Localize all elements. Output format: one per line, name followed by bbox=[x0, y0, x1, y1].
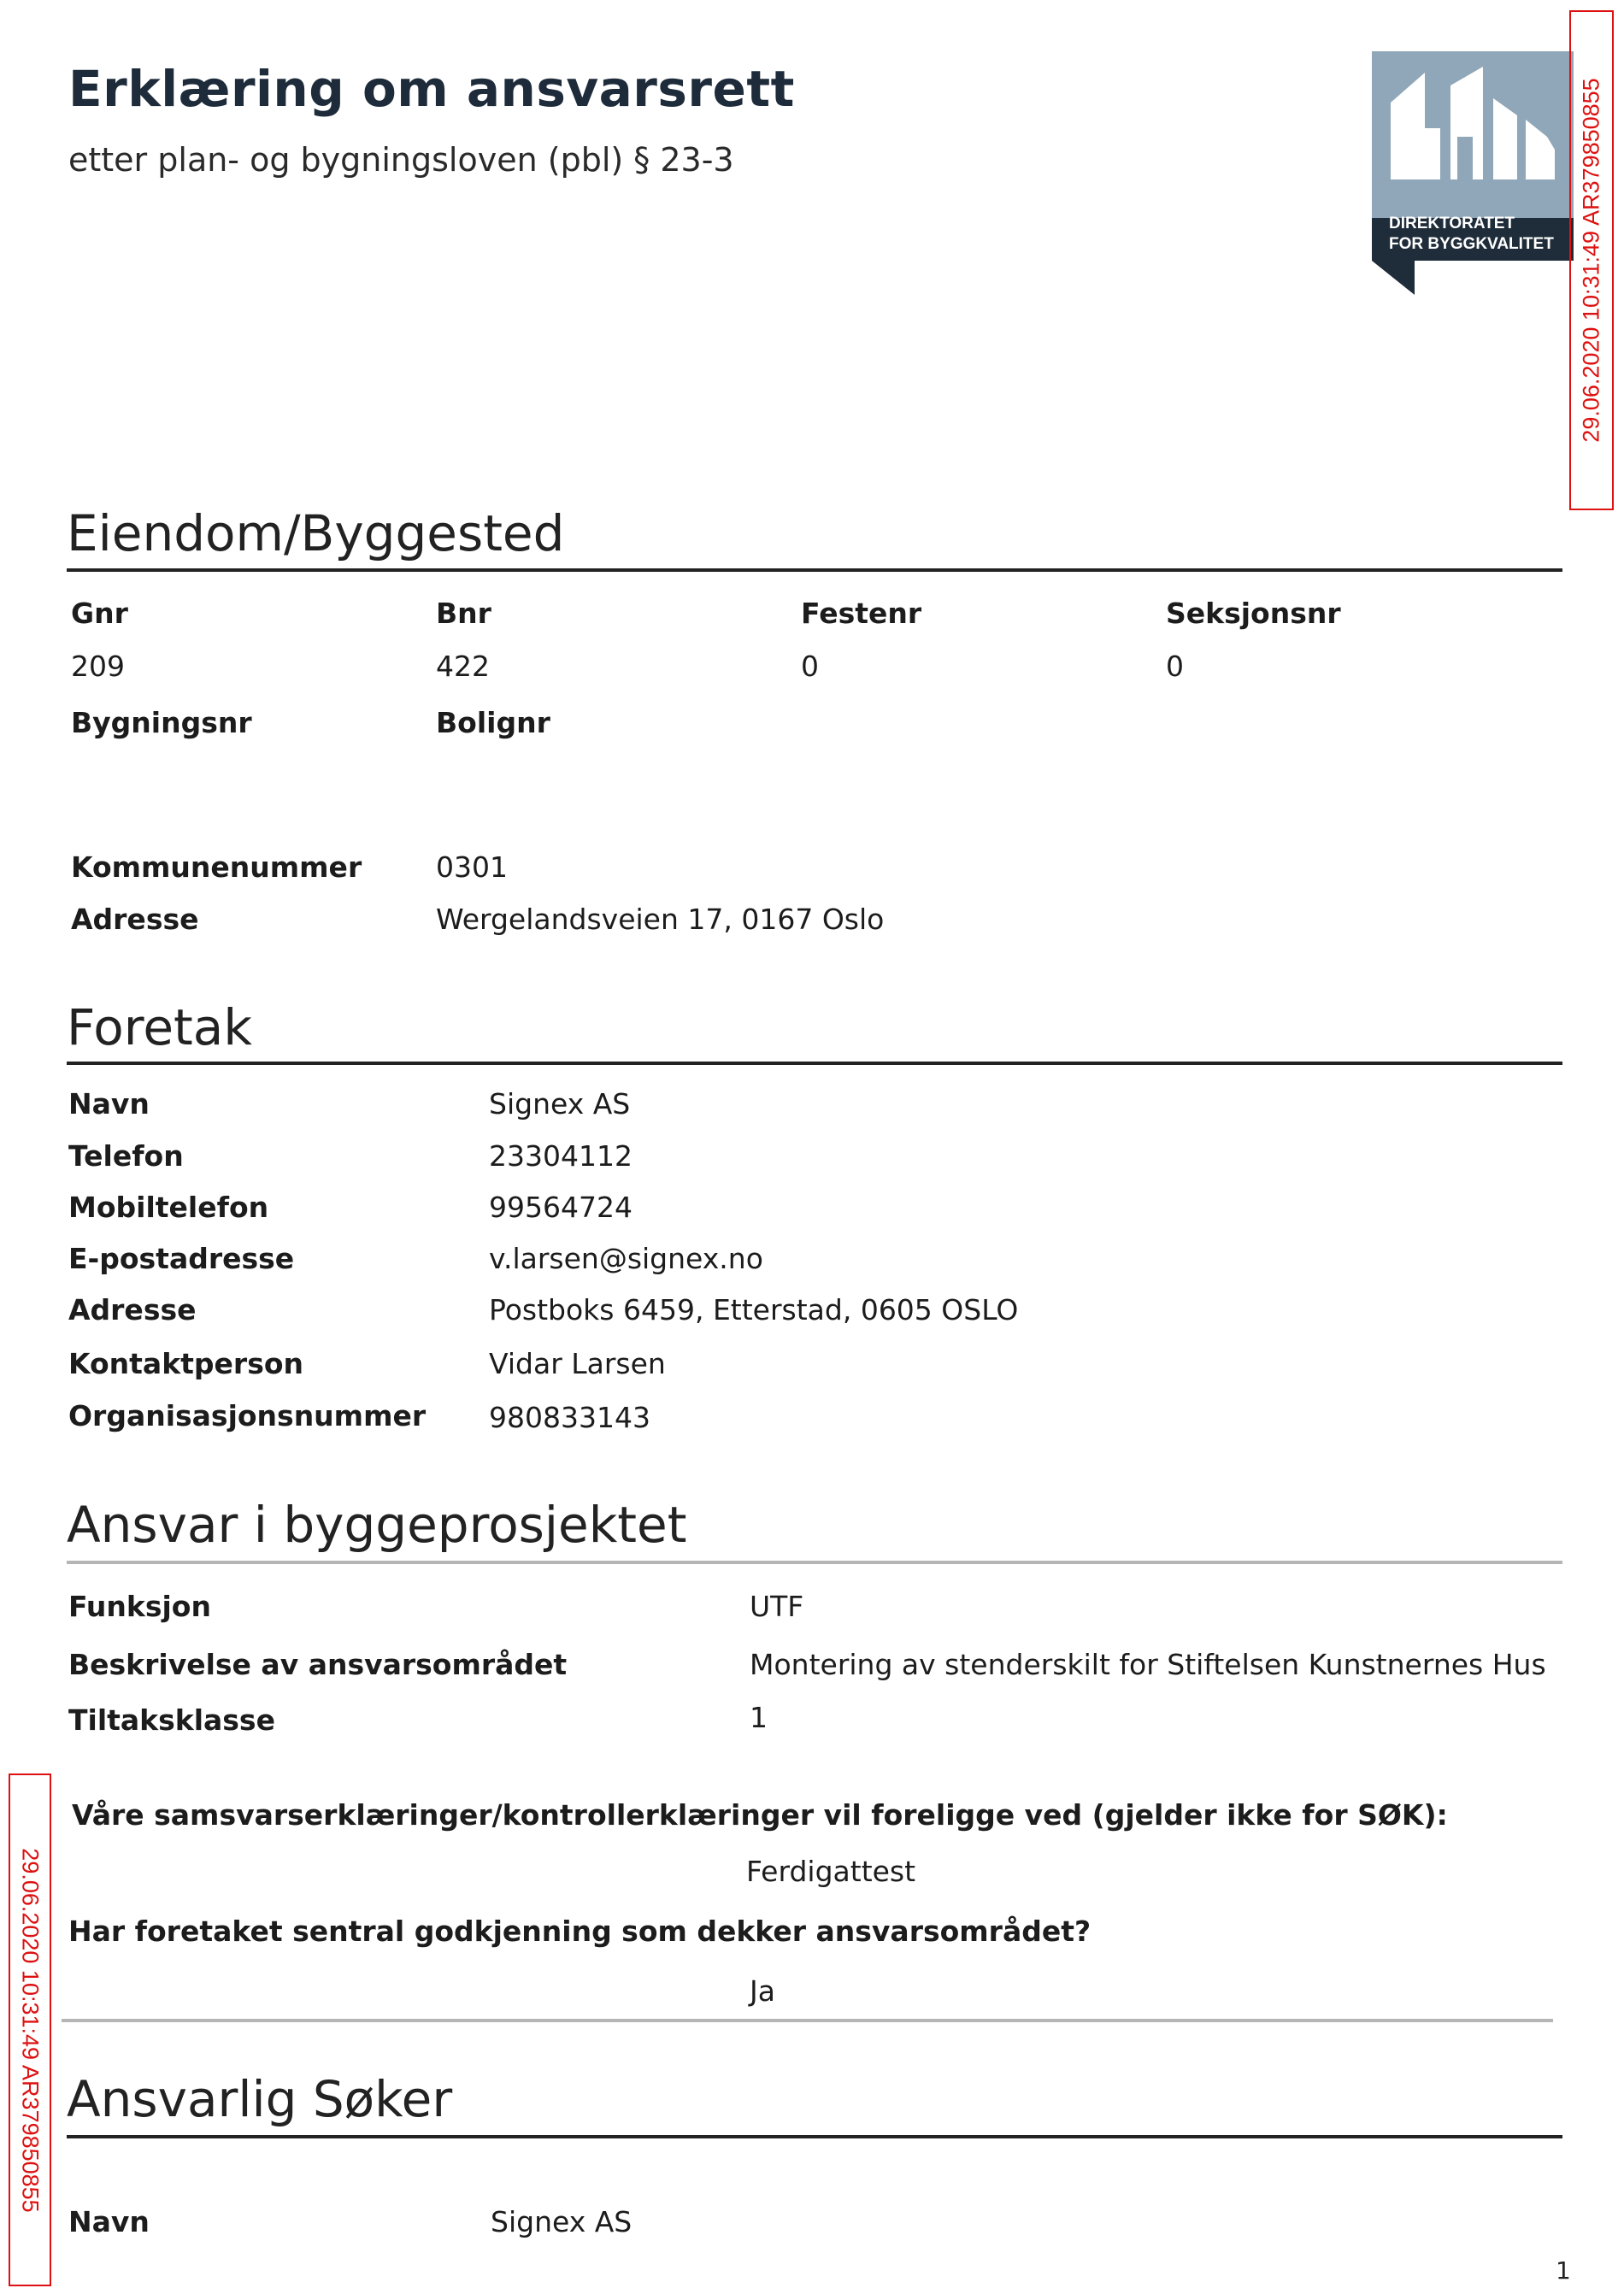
foretak-orgnr-label: Organisasjonsnummer bbox=[68, 1399, 427, 1432]
soker-navn-value: Signex AS bbox=[491, 2205, 633, 2238]
foretak-navn-value: Signex AS bbox=[489, 1087, 631, 1121]
tiltaksklasse-label: Tiltaksklasse bbox=[68, 1703, 275, 1737]
samsvar-answer: Ferdigattest bbox=[746, 1855, 916, 1888]
bnr-label: Bnr bbox=[436, 597, 491, 630]
stamp-text: 29.06.2020 10:31:49 AR379850855 bbox=[17, 1847, 44, 2213]
soker-navn-label: Navn bbox=[68, 2205, 150, 2238]
logo-text-line1: DIREKTORATET bbox=[1389, 215, 1515, 232]
foretak-orgnr-value: 980833143 bbox=[489, 1401, 650, 1434]
foretak-epost-label: E-postadresse bbox=[68, 1242, 295, 1275]
bolignr-label: Bolignr bbox=[436, 706, 550, 739]
seksjonsnr-label: Seksjonsnr bbox=[1166, 597, 1341, 630]
beskrivelse-value: Montering av stenderskilt for Stiftelsen Kunstnernes Hus bbox=[750, 1648, 1546, 1681]
kommunenummer-label: Kommunenummer bbox=[71, 850, 362, 884]
foretak-mobil-label: Mobiltelefon bbox=[68, 1191, 269, 1224]
section-rule bbox=[67, 1062, 1562, 1065]
stamp-text: 29.06.2020 10:31:49 AR379850855 bbox=[1578, 78, 1604, 443]
section-heading-ansvar: Ansvar i byggeprosjektet bbox=[67, 1496, 687, 1554]
sentral-question: Har foretaket sentral godkjenning som dekker ansvarsområdet? bbox=[68, 1915, 1091, 1948]
section-heading-eiendom: Eiendom/Byggested bbox=[67, 504, 565, 562]
document-subtitle: etter plan- og bygningsloven (pbl) § 23-3 bbox=[68, 141, 734, 179]
section-rule bbox=[67, 1561, 1562, 1564]
funksjon-label: Funksjon bbox=[68, 1590, 211, 1623]
logo-text-line2: FOR BYGGKVALITET bbox=[1389, 235, 1554, 253]
festenr-value: 0 bbox=[801, 650, 819, 683]
logo-graphic bbox=[1372, 51, 1574, 299]
foretak-adresse-value: Postboks 6459, Etterstad, 0605 OSLO bbox=[489, 1293, 1019, 1326]
foretak-navn-label: Navn bbox=[68, 1087, 150, 1121]
foretak-epost-value: v.larsen@signex.no bbox=[489, 1242, 763, 1275]
divider bbox=[62, 2019, 1553, 2022]
festenr-label: Festenr bbox=[801, 597, 922, 630]
bnr-value: 422 bbox=[436, 650, 490, 683]
samsvar-question: Våre samsvarserklæringer/kontrollerklæringer vil foreligge ved (gjelder ikke for SØK): bbox=[72, 1798, 1448, 1832]
gnr-value: 209 bbox=[71, 650, 125, 683]
page-number: 1 bbox=[1556, 2256, 1571, 2285]
foretak-kontakt-value: Vidar Larsen bbox=[489, 1347, 666, 1380]
timestamp-stamp-left bbox=[9, 1773, 51, 2286]
kommunenummer-value: 0301 bbox=[436, 850, 508, 884]
section-heading-foretak: Foretak bbox=[67, 998, 252, 1056]
foretak-telefon-value: 23304112 bbox=[489, 1139, 633, 1173]
dibk-logo bbox=[1372, 51, 1574, 299]
foretak-kontakt-label: Kontaktperson bbox=[68, 1347, 304, 1380]
funksjon-value: UTF bbox=[750, 1590, 804, 1623]
seksjonsnr-value: 0 bbox=[1166, 650, 1184, 683]
bygningsnr-label: Bygningsnr bbox=[71, 706, 252, 739]
document-title: Erklæring om ansvarsrett bbox=[68, 60, 795, 118]
foretak-adresse-label: Adresse bbox=[68, 1293, 197, 1326]
adresse-label: Adresse bbox=[71, 903, 199, 936]
foretak-telefon-label: Telefon bbox=[68, 1139, 184, 1173]
beskrivelse-label: Beskrivelse av ansvarsområdet bbox=[68, 1648, 568, 1681]
timestamp-stamp-right bbox=[1569, 10, 1614, 510]
section-rule bbox=[67, 2135, 1562, 2138]
gnr-label: Gnr bbox=[71, 597, 128, 630]
section-heading-soker: Ansvarlig Søker bbox=[67, 2070, 453, 2128]
adresse-value: Wergelandsveien 17, 0167 Oslo bbox=[436, 903, 885, 936]
foretak-mobil-value: 99564724 bbox=[489, 1191, 633, 1224]
sentral-answer: Ja bbox=[750, 1974, 775, 2008]
tiltaksklasse-value: 1 bbox=[750, 1701, 768, 1734]
section-rule bbox=[67, 568, 1562, 572]
